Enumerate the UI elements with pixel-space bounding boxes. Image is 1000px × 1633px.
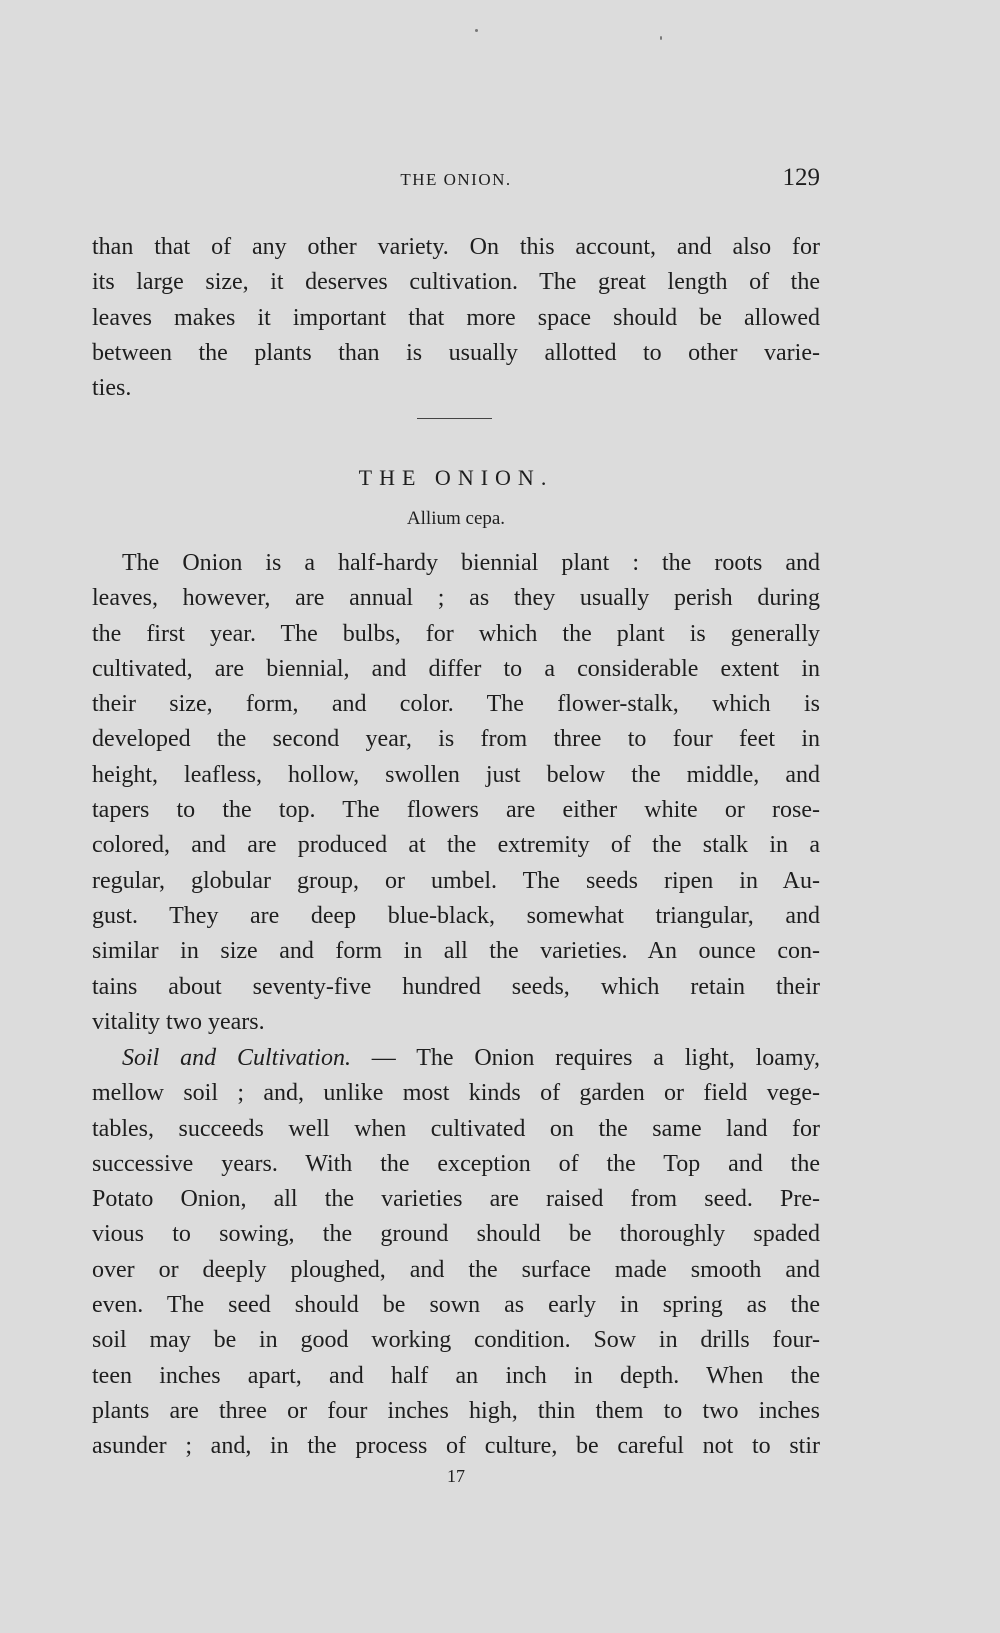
text-line xyxy=(92,1041,820,1076)
text-line: the first year. The bulbs, for which the plant is generally xyxy=(92,620,820,647)
text-line: developed the second year, is from three to four feet in xyxy=(92,726,820,753)
text-line: than that of any other variety. On this account, and also for xyxy=(92,234,820,260)
text-line: height, leafless, hollow, swollen just below the middle, and xyxy=(92,761,820,788)
text-line: soil may be in good working condition. Sow in drills four- xyxy=(92,1327,820,1354)
text-line: tains about seventy-five hundred seeds, which retain their xyxy=(92,973,820,1000)
section-title: THE ONION. xyxy=(358,465,554,490)
page-number: 129 xyxy=(782,164,820,191)
text-line: over or deeply ploughed, and the surface made smooth and xyxy=(92,1256,820,1283)
running-head xyxy=(92,164,820,200)
text-line: teen inches apart, and half an inch in depth. When the xyxy=(92,1362,820,1389)
text-line: Potato Onion, all the varieties are raised from seed. Pre- xyxy=(92,1186,820,1213)
text-line: tapers to the top. The flowers are either white or rose- xyxy=(92,797,820,824)
text-line: vious to sowing, the ground should be thoroughly spaded xyxy=(92,1221,820,1248)
section-subtitle: Allium cepa. xyxy=(406,508,506,529)
signature-mark: 17 xyxy=(447,1466,465,1486)
text-line: gust. They are deep blue-black, somewhat triangular, and xyxy=(92,902,820,929)
text-line: its large size, it deserves cultivation. The great length of the xyxy=(92,269,820,296)
text-line: even. The seed should be sown as early in spring as the xyxy=(92,1292,820,1319)
text-line: asunder ; and, in the process of culture, be careful not to stir xyxy=(92,1433,820,1460)
text-line: leaves, however, are annual ; as they usually perish during xyxy=(92,585,820,612)
text-line: ties. xyxy=(92,375,132,402)
text-line: their size, form, and color. The flower-stalk, which is xyxy=(92,691,820,718)
text-line: plants are three or four inches high, thin them to two inches xyxy=(92,1397,820,1424)
paragraph-soil-cultivation xyxy=(92,1041,820,1465)
text-line: cultivated, are biennial, and differ to a considerable extent in xyxy=(92,655,820,682)
text-line: similar in size and form in all the varieties. An ounce con- xyxy=(92,938,820,965)
text-line: leaves makes it important that more space should be allowed xyxy=(92,304,820,331)
text-line: mellow soil ; and, unlike most kinds of garden or field vege- xyxy=(92,1080,820,1107)
text-line: successive years. With the exception of the Top and the xyxy=(92,1150,820,1177)
text-line: colored, and are produced at the extremity of the stalk in a xyxy=(92,832,820,859)
paragraph-continued xyxy=(92,230,820,406)
paragraph-description xyxy=(92,546,820,1040)
text-fragment: — The Onion requires a light, loamy, xyxy=(350,1045,820,1071)
text-line: between the plants than is usually allotted to other varie- xyxy=(92,339,820,366)
book-page xyxy=(92,0,820,1633)
subsection-heading: Soil and Cultivation. xyxy=(122,1045,351,1071)
running-title: THE ONION. xyxy=(400,170,512,189)
section-divider xyxy=(417,418,492,419)
text-line: regular, globular group, or umbel. The seeds ripen in Au- xyxy=(92,867,820,894)
text-line: tables, succeeds well when cultivated on the same land for xyxy=(92,1115,820,1142)
text-line: The Onion is a half-hardy biennial plant : the roots and xyxy=(122,550,820,576)
text-line: vitality two years. xyxy=(92,1008,265,1035)
